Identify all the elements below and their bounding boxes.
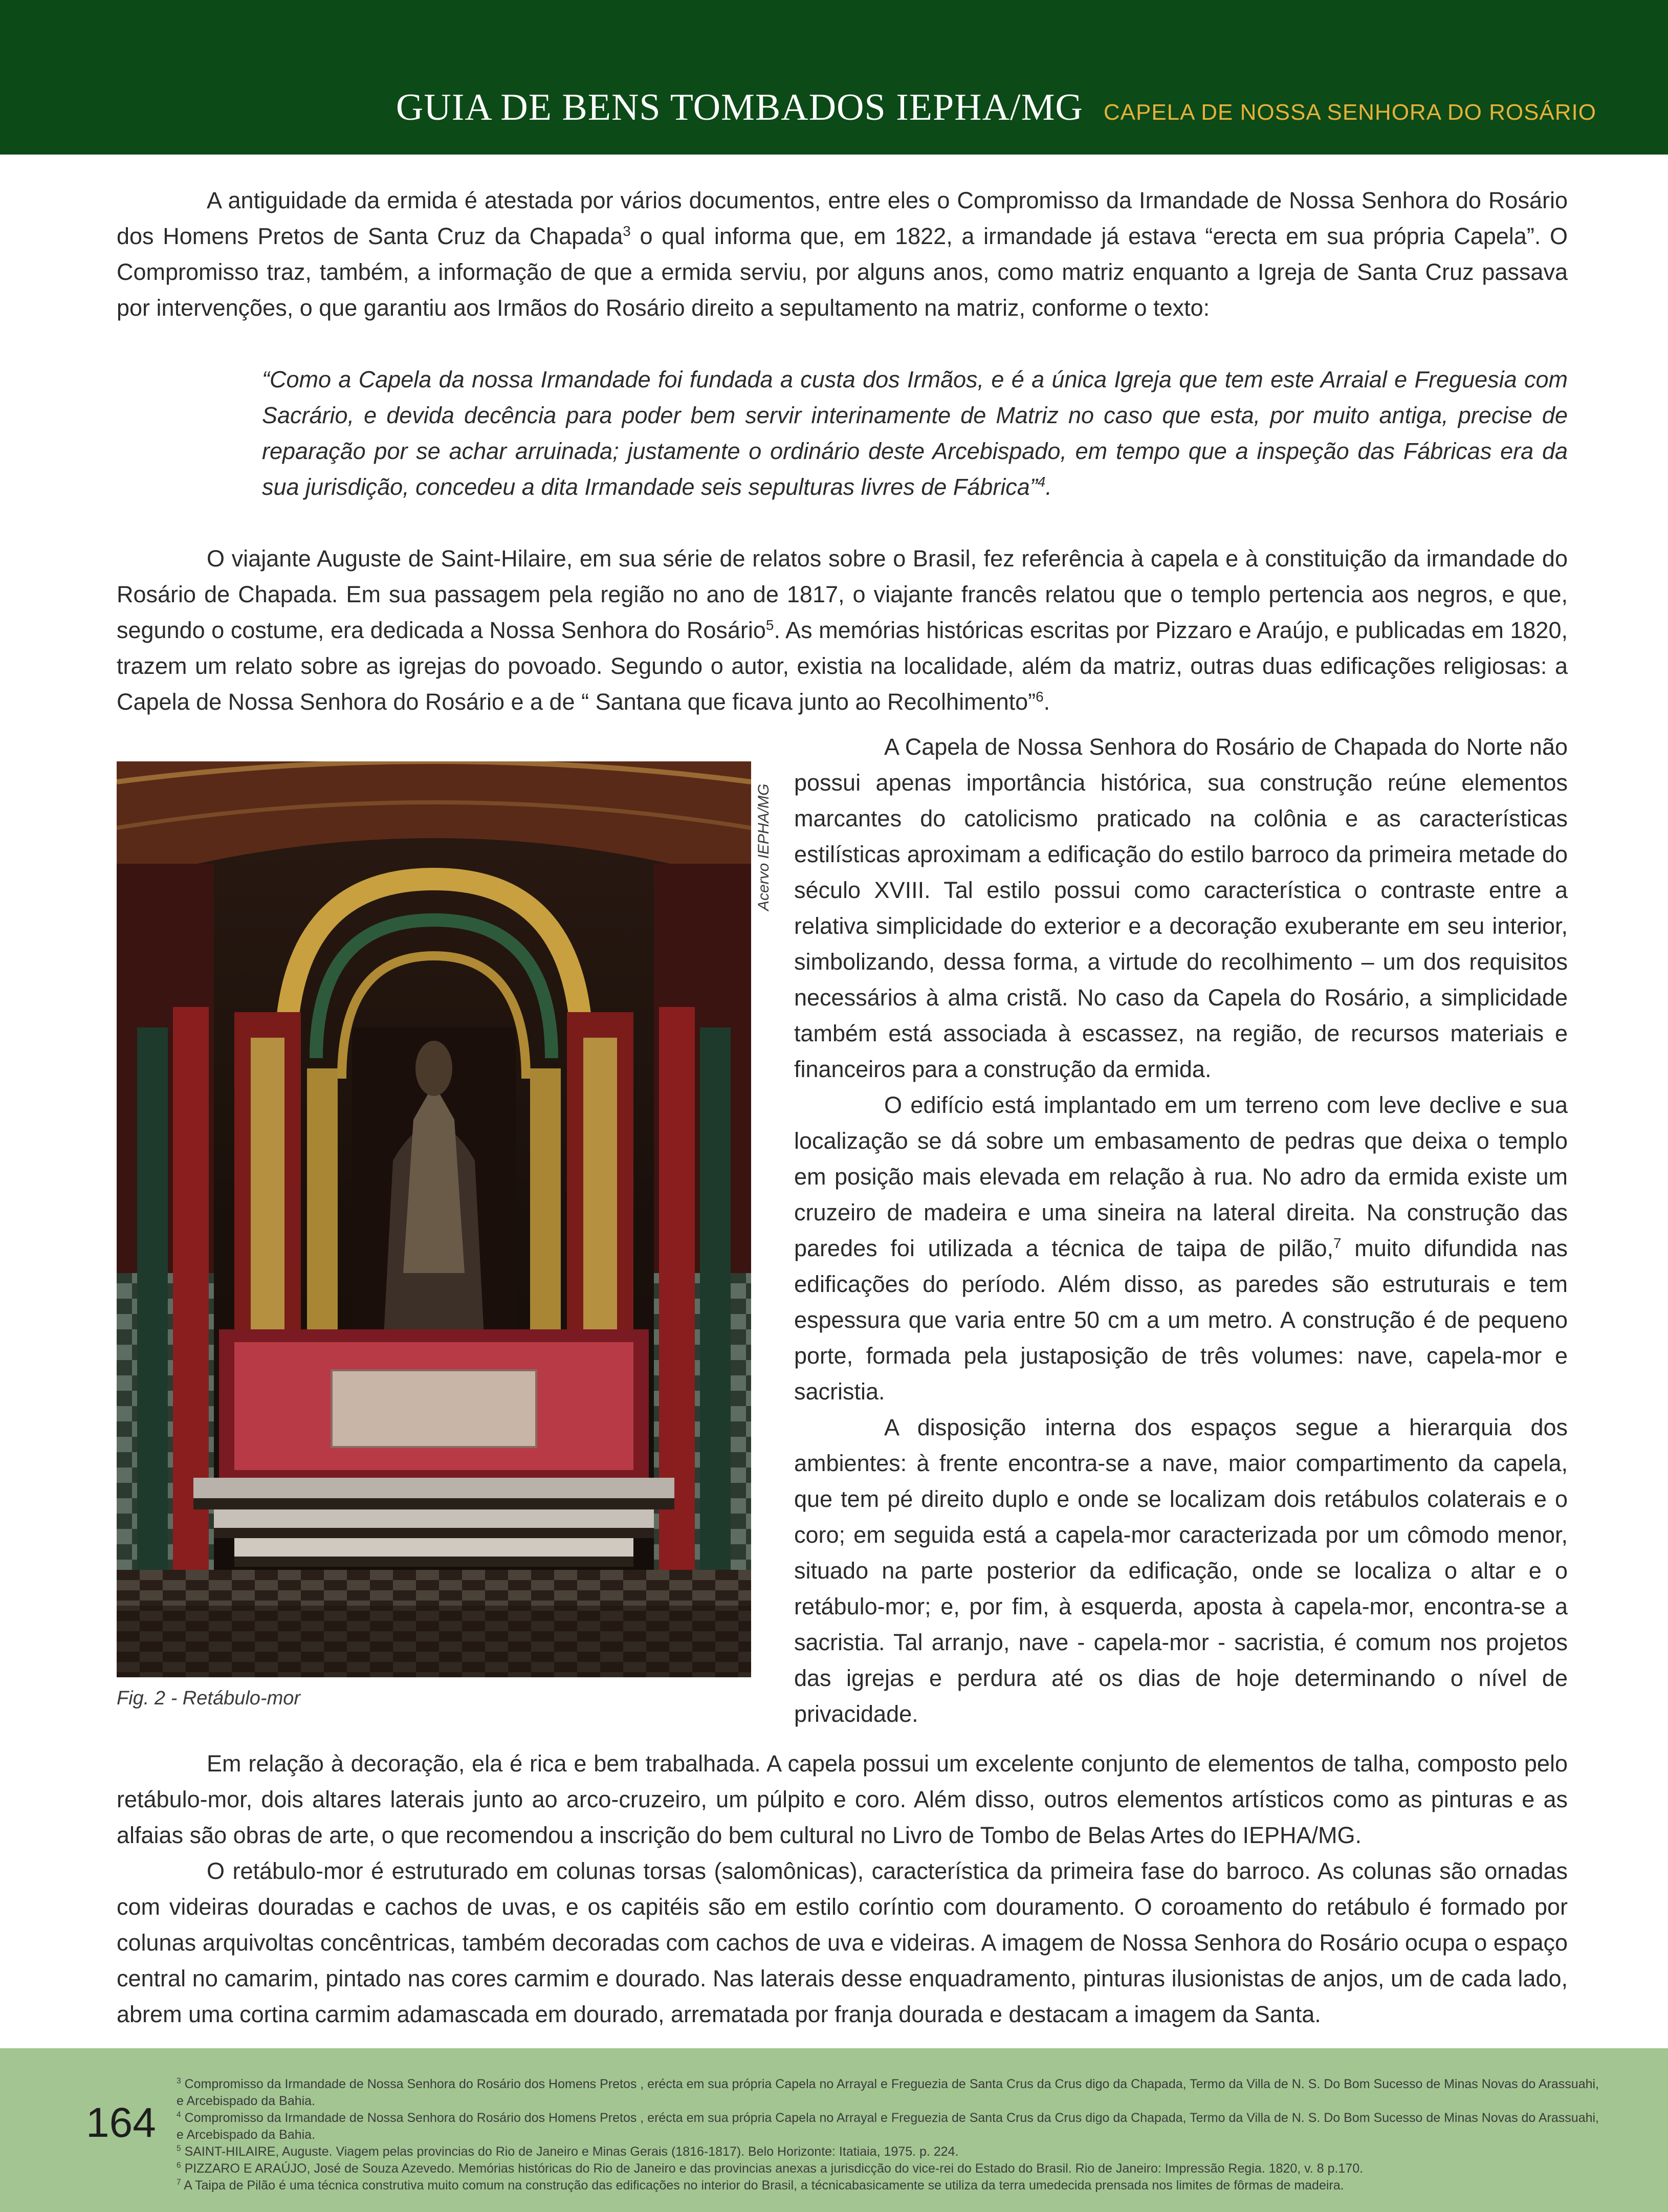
footnote-text: SAINT-HILAIRE, Auguste. Viagem pelas provincias do Rio de Janeiro e Minas Gerais (1816-1817). Belo Horizonte: Itatiaia, 1975. p. 224. — [181, 2144, 959, 2159]
page-header — [0, 0, 1668, 155]
footnote-ref: 4 — [1037, 474, 1046, 490]
paragraph-text: o qual informa que, em 1822, a irmandade já estava “erecta em sua própria Capela”. O Compromisso traz, também, a informação de que a ermida serviu, por alguns anos, como matriz enquanto a Igreja de Santa Cruz passava por intervenções, o que garantiu aos Irmãos do Rosário direito a sepultamento na matriz, conforme o texto: — [117, 223, 1568, 321]
footnote-text: PIZZARO E ARAÚJO, José de Souza Azevedo. Memórias históricas do Rio de Janeiro e das provincias anexas a jurisdicção do vice-rei do Estado do Brasil. Rio de Janeiro: Impressão Regia. 1820, v. 8 p.170. — [181, 2161, 1364, 2176]
paragraph-text: O edifício está implantado em um terreno com leve declive e sua localização se dá sobre um embasamento de pedras que deixa o templo em posição mais elevada em relação à rua. No adro da ermida existe um cruzeiro de madeira e uma sineira na lateral direita. Na construção das paredes foi utilizada a técnica de taipa de pilão, — [794, 1092, 1568, 1261]
header-titles — [396, 86, 1596, 129]
footnote-text: A Taipa de Pilão é uma técnica construtiva muito comum na construção das edificações no interior do Brasil, a técnicabasicamente se utiliza da terra umedecida prensada nos limites de fôrmas de madeira. — [181, 2178, 1344, 2193]
footnote-number: 5 — [177, 2144, 181, 2153]
paragraph-building — [794, 1087, 1568, 1410]
footnote-number: 6 — [177, 2161, 181, 2170]
figure-caption: Fig. 2 - Retábulo-mor — [117, 1688, 301, 1709]
paragraph-intro — [117, 183, 1568, 326]
guide-title: GUIA DE BENS TOMBADOS IEPHA/MG — [396, 86, 1083, 128]
footnotes — [177, 2076, 1599, 2194]
footnote-ref: 5 — [765, 617, 774, 633]
paragraph-decoration: Em relação à decoração, ela é rica e bem trabalhada. A capela possui um excelente conjunto de elementos de talha, composto pelo retábulo-mor, dois altares laterais junto ao arco-cruzeiro, um púlpito e coro. Além disso, outros elementos artísticos como as pinturas e as alfaias são obras de arte, o que recomendou a inscrição do bem cultural no Livro de Tombo de Belas Artes do IEPHA/MG. — [117, 1750, 1568, 1848]
footnote-number: 4 — [177, 2110, 181, 2119]
closing-paragraphs — [117, 1746, 1568, 2032]
paragraph-saint-hilaire — [117, 541, 1568, 720]
footnote — [177, 2110, 1599, 2143]
paragraph-importance: A Capela de Nossa Senhora do Rosário de Chapada do Norte não possui apenas importância histórica, sua construção reúne elementos marcantes do catolicismo praticado na colônia e as características estilísticas aproximam a edificação do estilo barroco da primeira metade do século XVIII. Tal estilo possui como característica o contraste entre a relativa simplicidade do exterior e a decoração exuberante em seu interior, simbolizando, dessa forma, a virtude do recolhimento – um dos requisitos necessários à alma cristã. No caso da Capela do Rosário, a simplicidade também está associada à escassez, na região, de recursos materiais e financeiros para a construção da ermida. — [794, 734, 1568, 1082]
quote-text: “Como a Capela da nossa Irmandade foi fundada a custa dos Irmãos, e é a única Igreja que tem este Arraial e Freguesia com Sacrário, e devida decência para poder bem servir interinamente de Matriz no caso que esta, por muito antiga, precise de reparação por se achar arruinada; justamente o ordinário deste Arcebispado, em tempo que a inspeção das Fábricas era da sua jurisdição, concedeu a dita Irmandade seis sepulturas livres de Fábrica” — [262, 366, 1568, 500]
paragraph-text: . As memórias históricas escritas por Pizzaro e Araújo, e publicadas em 1820, trazem um relato sobre as igrejas do povoado. Segundo o autor, existia na localidade, além da matriz, outras duas edificações religiosas: a Capela de Nossa Senhora do Rosário e a de “ Santana que ficava junto ao Recolhimento” — [117, 617, 1568, 715]
retabulo-photo — [117, 761, 751, 1677]
photo-credit — [742, 768, 773, 911]
paragraph-text: muito difundida nas edificações do período. Além disso, as paredes são estruturais e tem espessura que varia entre 50 cm a um metro. A construção é de pequeno porte, formada pela justaposição de três volumes: nave, capela-mor e sacristia. — [794, 1235, 1568, 1405]
footnote — [177, 2160, 1599, 2177]
paragraph-retabulo: O retábulo-mor é estruturado em colunas torsas (salomônicas), característica da primeira fase do barroco. As colunas são ornadas com videiras douradas e cachos de uvas, e os capitéis são em estilo coríntio com douramento. O coroamento do retábulo é formado por colunas arquivoltas concêntricas, também decoradas com cachos de uva e videiras. A imagem de Nossa Senhora do Rosário ocupa o espaço central no camarim, pintado nas cores carmim e dourado. Nas laterais desse enquadramento, pinturas ilusionistas de anjos, um de cada lado, abrem uma cortina carmim adamascada em dourado, arrematada por franja dourada e destacam a imagem da Santa. — [117, 1858, 1568, 2027]
footnote — [177, 2177, 1599, 2194]
paragraph-end: . — [1043, 689, 1050, 715]
footnote-ref: 3 — [623, 223, 631, 239]
quote-end: . — [1045, 474, 1052, 500]
block-quote — [262, 362, 1568, 505]
footnote-number: 7 — [177, 2178, 181, 2187]
footnote — [177, 2076, 1599, 2110]
side-column-text — [794, 729, 1568, 1732]
paragraph-spaces: A disposição interna dos espaços segue a hierarquia dos ambientes: à frente encontra-se a nave, maior compartimento da capela, que tem pé direito duplo e onde se localizam dois retábulos colaterais e o coro; em seguida está a capela-mor caracterizada por um cômodo menor, situado na parte posterior da edificação, onde se localiza o altar e o retábulo-mor; e, por fim, à esquerda, aposta à capela-mor, encontra-se a sacristia. Tal arranjo, nave - capela-mor - sacristia, é comum nos projetos das igrejas e perdura até os dias de hoje determinando o nível de privacidade. — [794, 1414, 1568, 1727]
paragraph-text: O viajante Auguste de Saint-Hilaire, em sua série de relatos sobre o Brasil, fez referência à capela e à constituição da irmandade do Rosário de Chapada. Em sua passagem pela região no ano de 1817, o viajante francês relatou que o templo pertencia aos negros, e que, segundo o costume, era dedicada a Nossa Senhora do Rosário — [117, 545, 1568, 643]
footnote-ref: 7 — [1333, 1235, 1342, 1251]
footnote-text: Compromisso da Irmandade de Nossa Senhora do Rosário dos Homens Pretos , erécta em sua própria Capela no Arrayal e Freguezia de Santa Crus da Crus digo da Chapada, Termo da Villa de N. S. Do Bom Sucesso de Minas Novas do Arassuahi, e Arcebispado da Bahia. — [177, 2077, 1599, 2108]
paragraph-text: A antiguidade da ermida é atestada por vários documentos, entre eles o Compromisso da Irmandade de Nossa Senhora do Rosário dos Homens Pretos de Santa Cruz da Chapada — [117, 187, 1568, 249]
footnote-ref: 6 — [1036, 689, 1044, 705]
footnote-number: 3 — [177, 2076, 181, 2086]
photo-credit-text: Acervo IEPHA/MG — [755, 783, 772, 911]
page-number: 164 — [86, 2099, 156, 2146]
footnote — [177, 2143, 1599, 2160]
chapel-title: CAPELA DE NOSSA SENHORA DO ROSÁRIO — [1103, 100, 1596, 125]
footnote-text: Compromisso da Irmandade de Nossa Senhora do Rosário dos Homens Pretos , erécta em sua própria Capela no Arrayal e Freguezia de Santa Crus da Crus digo da Chapada, Termo da Villa de N. S. Do Bom Sucesso de Minas Novas do Arassuahi, e Arcebispado da Bahia. — [177, 2111, 1599, 2142]
